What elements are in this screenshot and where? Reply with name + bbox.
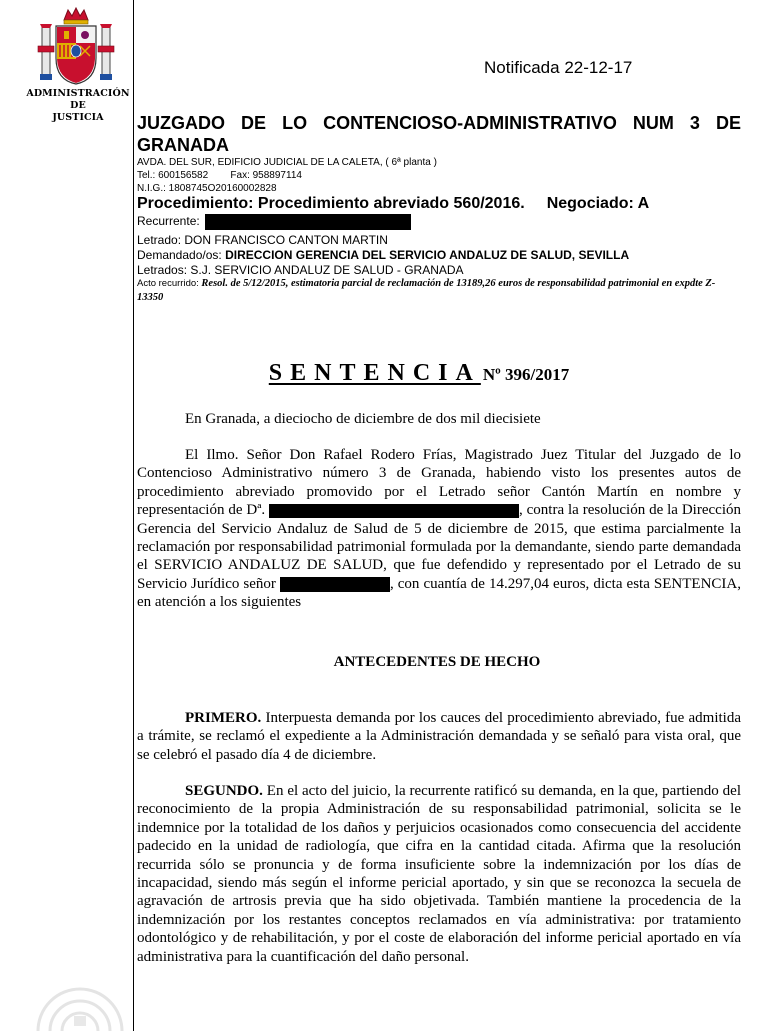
negociado: Negociado: A — [546, 195, 650, 212]
primero-paragraph — [137, 709, 741, 764]
acto-label: Acto recurrido: — [137, 278, 199, 289]
margin-rule — [133, 0, 134, 1031]
primero-text: Interpuesta demanda por los cauces del procedimiento abreviado, fue admitida a trámite, se reclamó el expediente a la Administración demandada y se señaló para vista oral, que se celebró el pasado día 4 de diciembre. — [137, 710, 741, 763]
junta-watermark-logo — [30, 960, 130, 1031]
sentence-date: En Granada, a dieciocho de diciembre de dos mil diecisiete — [185, 411, 541, 427]
intro-paragraph — [137, 446, 741, 612]
demandado-value: DIRECCION GERENCIA DEL SERVICIO ANDALUZ DE SALUD, SEVILLA — [225, 248, 630, 262]
organization-name — [22, 88, 134, 124]
letrado-line: Letrado: DON FRANCISCO CANTON MARTIN — [137, 233, 388, 247]
intro-text-b: , contra la resolución de la Dirección Gerencia del Servicio Andaluz de Salud de 5 de diciembre de 2015, que estima parcialmente la reclamación por responsabilidad patrimonial formulada por la demandante, siendo parte demandada el SERVICIO ANDALUZ DE SALUD, que fue defendido y representado por el Letrado de su Servicio Jurídico señor — [137, 502, 741, 592]
sentence-title — [0, 360, 768, 387]
org-line-2: DE — [70, 100, 86, 111]
court-address: AVDA. DEL SUR, EDIFICIO JUDICIAL DE LA CALETA, ( 6ª planta ) — [137, 157, 437, 168]
sentence-number: Nº 396/2017 — [482, 365, 570, 384]
primero-label: PRIMERO. — [185, 710, 262, 726]
org-line-1: ADMINISTRACIÓN — [26, 88, 130, 99]
redacted-plaintiff-name — [269, 504, 519, 518]
org-line-3: JUSTICIA — [52, 112, 104, 123]
procedure-number: Procedimiento: Procedimiento abreviado 560/2016. — [137, 195, 525, 212]
redacted-lawyer-name — [280, 577, 390, 592]
acto-recurrido — [137, 277, 737, 305]
court-name-line-2: GRANADA — [137, 135, 229, 155]
antecedentes-heading: ANTECEDENTES DE HECHO — [333, 654, 541, 670]
acto-value: Resol. de 5/12/2015, estimatoria parcial de reclamación de 13189,26 euros de responsabilidad patrimonial en expdte Z-13350 — [137, 278, 716, 303]
intro-text-c: , con cuantía de 14.297,04 euros, dicta esta SENTENCIA, en atención a los siguientes — [137, 575, 741, 611]
intro-text-a: El Ilmo. Señor Don Rafael Rodero Frías, Magistrado Juez Titular del Juzgado de lo Contencioso Administrativo número 3 de Granada, habiendo visto los presentes autos de procedimiento abreviado promovido por el Letrado señor Cantón Martín en nombre y representación de Dª. — [137, 447, 741, 519]
court-nig: N.I.G.: 1808745O20160002828 — [137, 183, 277, 194]
letrados-line: Letrados: S.J. SERVICIO ANDALUZ DE SALUD - GRANADA — [137, 263, 464, 277]
segundo-paragraph — [137, 782, 741, 966]
recurrente-label: Recurrente: — [137, 214, 200, 229]
redacted-recurrente — [205, 214, 411, 230]
procedure-line — [137, 195, 649, 213]
segundo-text: En el acto del juicio, la recurrente ratificó su demanda, en la que, partiendo del reconocimiento de la propia Administración de su responsabilidad patrimonial, solicita se le indemnice por la totalidad de los daños y perjuicios ocasionados como consecuencia del accidente padecido en la unidad de radiología, que cifra en la cantidad citada. Afirma que la resolución recurrida sólo se pronuncia y de forma insuficiente sobre la indemnización por los días de incapacidad, siendo más según el informe pericial aportado, y sin que se reconozca la secuela de agravación de artrosis previa que ha sido objetivada. También mantiene la procedencia de la indemnización por los restantes conceptos reclamados en vía administrativa: por tratamiento odontológico y de rehabilitación, y por el coste de elaboración del informe pericial aportado en vía administrativa para la cuantificación del daño personal. — [137, 783, 741, 965]
demandado-label: Demandado/os: — [137, 248, 222, 262]
sentence-heading: SENTENCIA — [268, 360, 481, 386]
notification-date: Notificada 22-12-17 — [484, 58, 633, 77]
recurrente-line — [137, 214, 411, 230]
segundo-label: SEGUNDO. — [185, 783, 263, 799]
court-phone: Tel.: 600156582 Fax: 958897114 — [137, 170, 302, 181]
coat-of-arms-logo — [36, 6, 116, 86]
court-name-line-1: JUZGADO DE LO CONTENCIOSO-ADMINISTRATIVO NUM 3 DE — [137, 113, 741, 133]
demandado-line — [137, 248, 629, 262]
